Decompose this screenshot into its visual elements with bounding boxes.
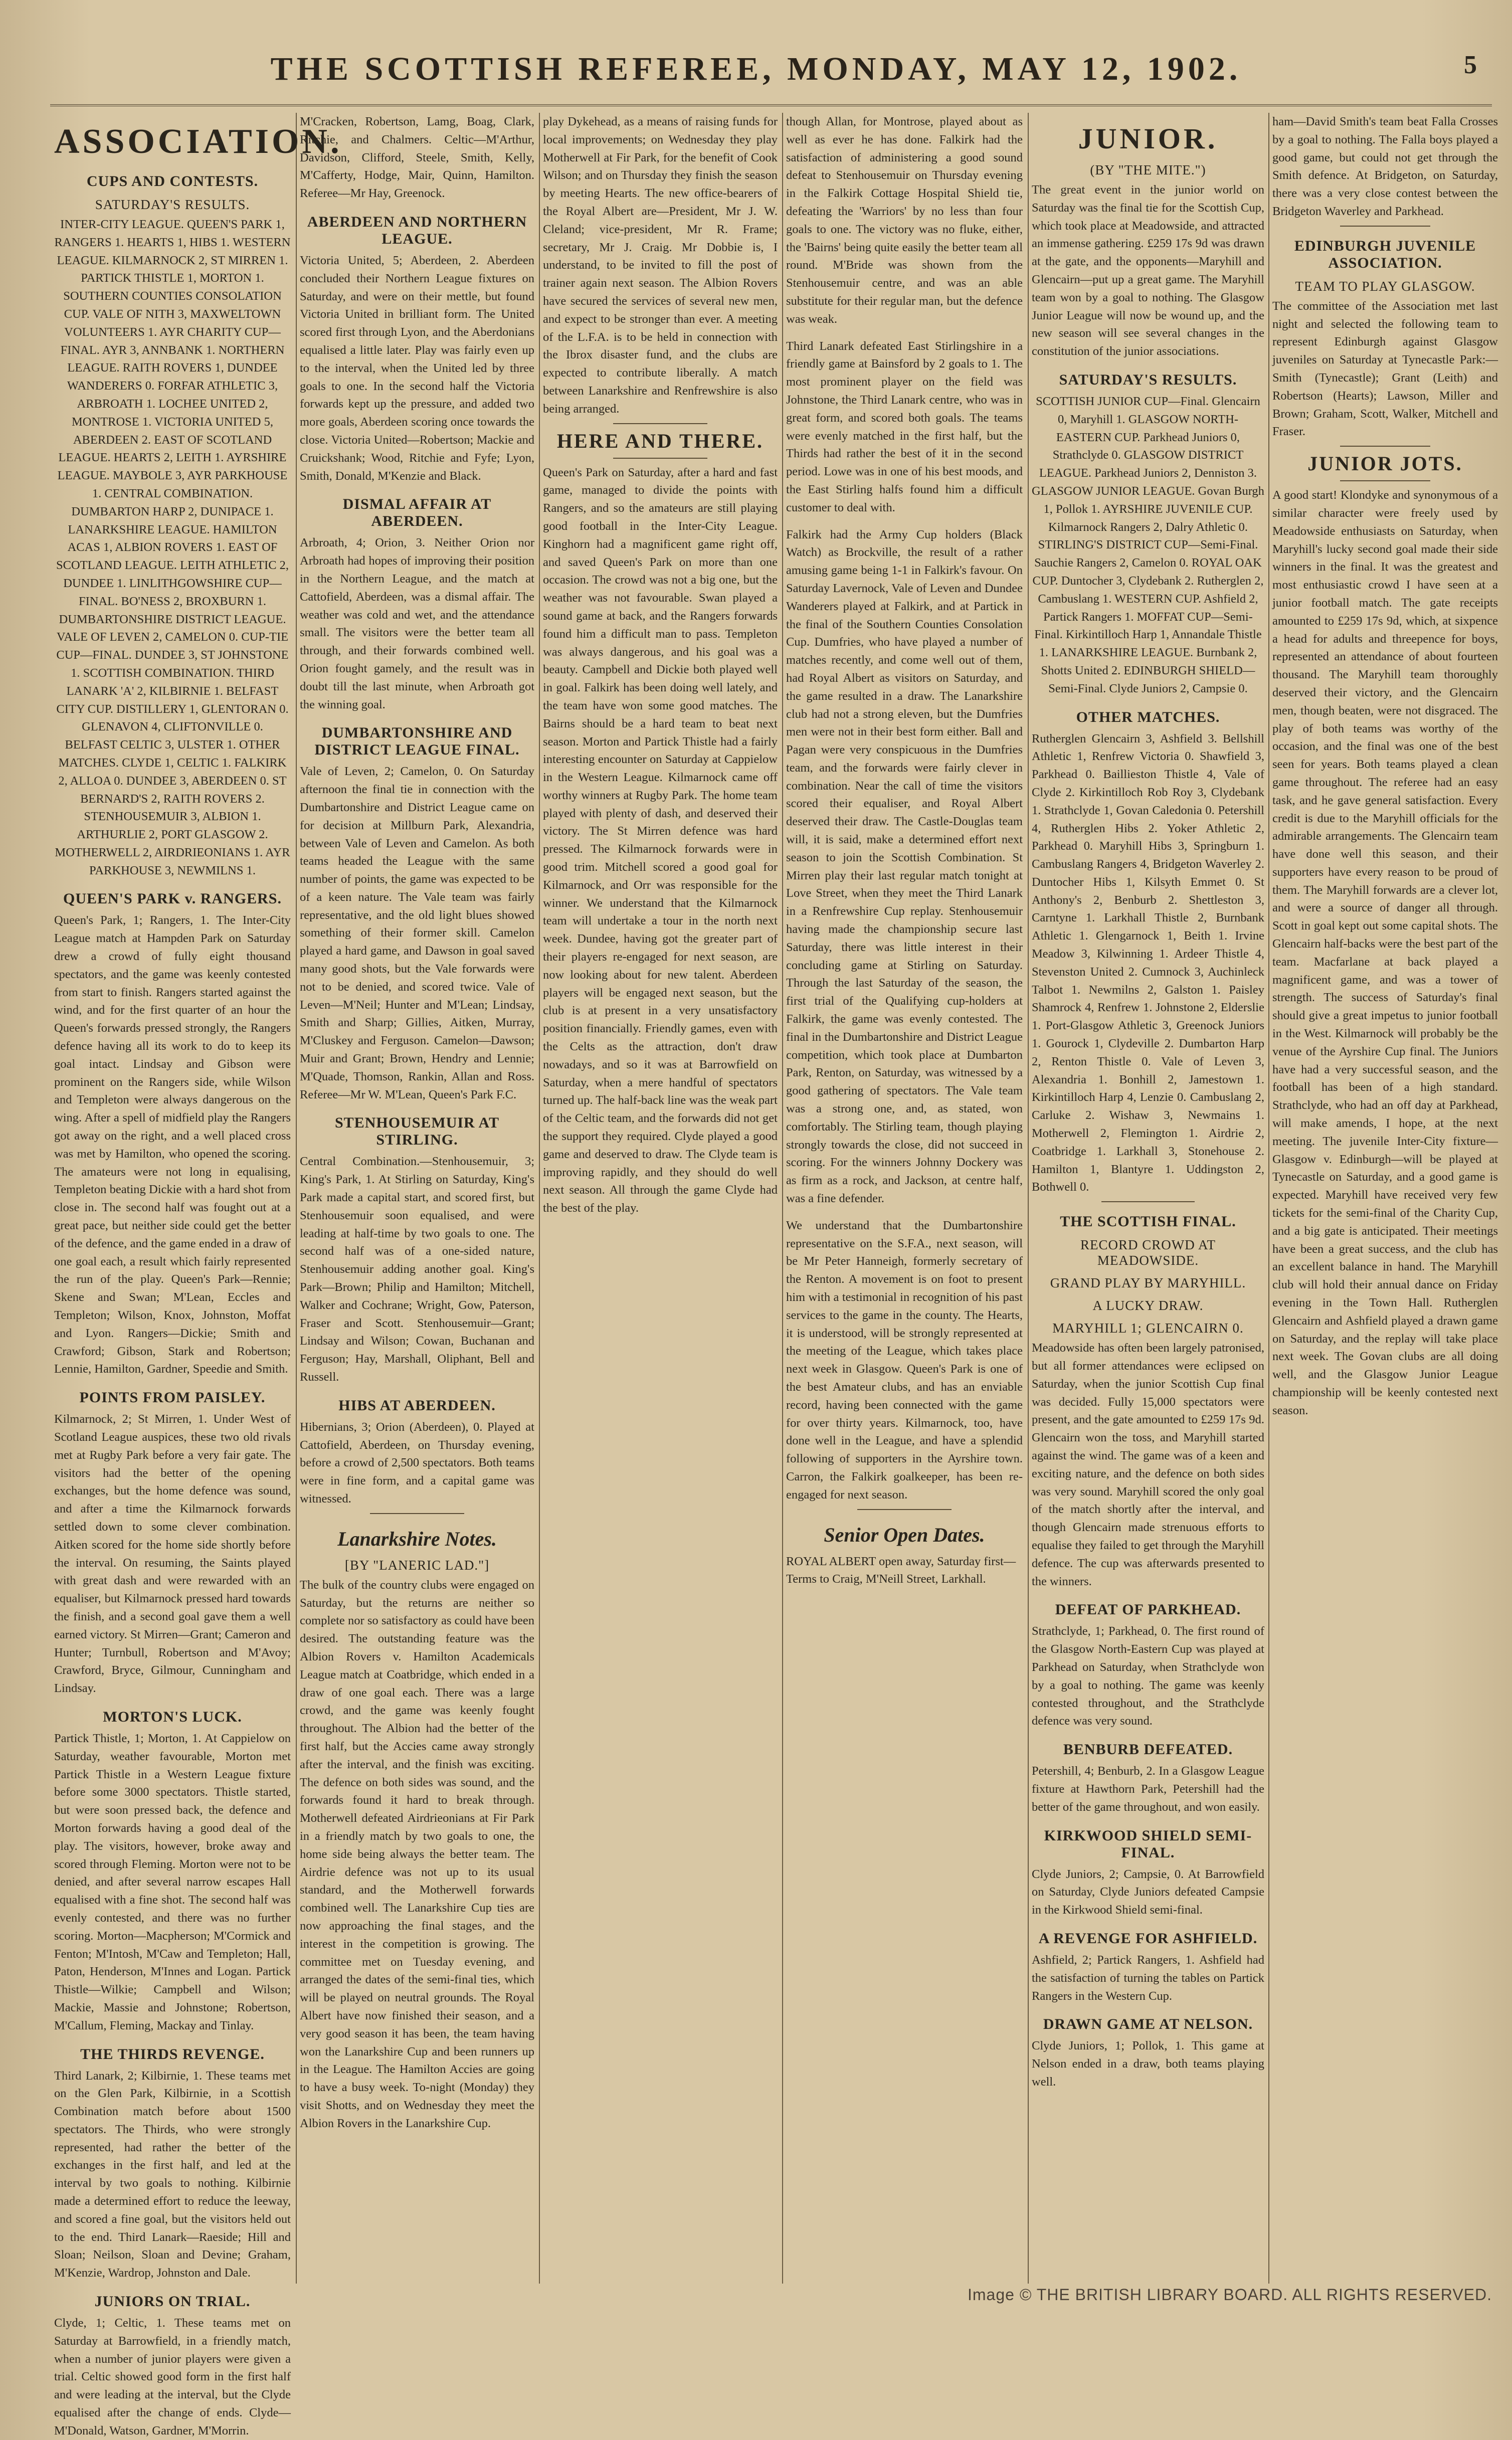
heading-stenhousemuir: STENHOUSEMUIR AT STIRLING. — [334, 1114, 499, 1149]
subheading-grand-play: GRAND PLAY BY MARYHILL. — [1050, 1275, 1246, 1291]
page-number: 5 — [1464, 51, 1477, 79]
subheading-team-glasgow: TEAM TO PLAY GLASGOW. — [1295, 278, 1475, 294]
article-nelson: Clyde Juniors, 1; Pollok, 1. This game at Nelson ended in a draw, both teams playing well. — [1032, 2039, 1264, 2089]
final-score: MARYHILL 1; GLENCAIRN 0. — [1052, 1321, 1244, 1336]
subheading-lucky-draw: A LUCKY DRAW. — [1092, 1298, 1204, 1313]
article-benburb: Petershill, 4; Benburb, 2. In a Glasgow League fixture at Hawthorn Park, Petershill had the better of the game throughout, and won easily. — [1032, 1764, 1264, 1814]
section-rule — [1340, 446, 1430, 447]
byline-lanarkshire: [BY "LANERIC LAD."] — [344, 1557, 490, 1573]
article-continued: though Allan, for Montrose, played about as well as ever he has done. Falkirk had the satisfaction of administering a good sound defeat to Stenhousemuir on Thursday evening in the Falkirk Cottage Hospital Shield tie, defeating the 'Warriors' by no less than four goals to one. The victory was no fluke, either, the 'Bairns' being quite easily the better team all round. M'Bride was shown from the Stenhousemuir centre, and was an able substitute for their regular man, but the defence was weak. — [786, 115, 1023, 326]
article-morton: Partick Thistle, 1; Morton, 1. At Cappielow on Saturday, weather favourable, Morton met Partick Thistle in a Western League fixture before some 3000 spectators. Thistle started, but were soon pressed back, the defence and Morton forwards having a good deal of the play. The visitors, however, broke away and scored through Fleming. Morton were not to be denied, and after several narrow escapes Hall equalised with a fine shot. The second half was evenly contested, and there was no further scoring. Morton—Macpherson; M'Cormick and Fenton; M'Intosh, M'Caw and Templeton; Hall, Paton, Henderson, M'Innes and Logan. Partick Thistle—Wilkie; Campbell and Wilson; Mackie, Massie and Johnstone; Robertson, M'Callum, Fleming, Mackay and Tinlay. — [54, 1731, 291, 2032]
heading-morton: MORTON'S LUCK. — [103, 1708, 242, 1725]
column-5 — [1032, 113, 1264, 2279]
article-paragraph: Falkirk had the Army Cup holders (Black Watch) as Brockville, the result of a rather amusing game being 1-1 in Falkirk's favour. On Saturday Lavernock, Vale of Leven and Dundee Wanderers played at Falkirk, and at Partick in the final of the Southern Counties Consolation Cup. Dumfries, who have played a number of matches recently, and come well out of them, had Royal Albert as visitors on Saturday, and the game resulted in a draw. The Lanarkshire club had not a strong eleven, but the Dumfries men were not in their best form either. Ball and Pagan were very conspicuous in the Dumfries team, and the forwards were fairly clever in combination. Near the call of time the visitors scored their equaliser, and Royal Albert deserved their draw. The Castle-Douglas team will, it is said, make a determined effort next season to join the Scottish Combination. St Mirren play their last regular match tonight at Love Street, when they meet the Third Lanark in a Renfrewshire Cup replay. Stenhousemuir having made the championship secure last Saturday, there was little interest in their concluding game at Stirling on Saturday. Through the last Saturday of the season, the first trial of the Qualifying cup-holders at Falkirk, the game was evenly contested. The final in the Dumbartonshire and District League competition, which took place at Dumbarton Park, Renton, on Saturday, was witnessed by a good gathering of spectators. The Vale team was a strong one, and, as stated, won comfortably. The Stirling team, though playing strongly towards the close, did not succeed in scoring. For the winners Johnny Dockery was as firm as a rock, and Jackson, at centre half, was a fine defender. — [786, 527, 1023, 1206]
article-defeat-parkhead: Strathclyde, 1; Parkhead, 0. The first round of the Glasgow North-Eastern Cup was played at Parkhead on Saturday, when Strathclyde won by a goal to nothing. The game was keenly contested throughout, and the Strathclyde defence was very sound. — [1032, 1624, 1264, 1728]
section-rule — [613, 423, 707, 424]
article-thirds: Third Lanark, 2; Kilbirnie, 1. These teams met on the Glen Park, Kilbirnie, in a Scottish Combination match before about 1500 spectators. The Thirds, who were strongly represented, had rather the better of the exchanges in the first half, and led at the interval by two goals to nothing. Kilbirnie made a determined effort to reduce the leeway, and scored a fine goal, but the visitors held out to the end. Third Lanark—Raeside; Hill and Sloan; Neilson, Sloan and Devine; Graham, M'Kenzie, Wardrop, Johnston and Dale. — [54, 2069, 291, 2280]
header-rule — [50, 104, 1492, 106]
heading-revenge-ashfield: A REVENGE FOR ASHFIELD. — [1038, 1930, 1258, 1947]
column-6 — [1272, 113, 1498, 2279]
heading-junior-jots: JUNIOR JOTS. — [1307, 452, 1463, 475]
heading-lanarkshire-notes: Lanarkshire Notes. — [337, 1527, 497, 1550]
section-title-association: ASSOCIATION. — [54, 122, 342, 161]
heading-edinburgh-juvenile: EDINBURGH JUVENILE ASSOCIATION. — [1294, 237, 1476, 271]
article-paragraph: Third Lanark defeated East Stirlingshire in a friendly game at Bainsford by 2 goals to 1. The most prominent player on the field was Johnstone, the Third Lanark centre, who was in great form, and scored both goals. The teams were evenly matched in the first half, but the Thirds had rather the best of it in the second period. Lowe was in one of his best moods, and the East Stirling halfs found him a difficult customer to deal with. — [786, 339, 1023, 514]
article-dumbartonshire: Vale of Leven, 2; Camelon, 0. On Saturday afternoon the final tie in connection with the Dumbartonshire and District League came on for decision at Millburn Park, Alexandria, between Vale of Leven and Camelon. As both teams headed the League with the same number of points, the game was expected to be of a keen nature. The Vale team was fairly representative, and the old light blues showed something of their former skill. Camelon played a hard game, and Dawson in goal saved many good shots, but the Vale forwards were not to be denied, and scored twice. Vale of Leven—M'Neil; Hunter and M'Lean; Lindsay, Smith and Sharp; Gillies, Aitken, Murray, M'Cluskey and Ferguson. Camelon—Dawson; Muir and Grant; Brown, Hendry and Lennie; M'Quade, Thomson, Rankin, Allan and Ross. Referee—Mr W. M'Lean, Queen's Park F.C. — [300, 765, 534, 1101]
other-matches-list: Rutherglen Glencairn 3, Ashfield 3. Bellshill Athletic 1, Renfrew Victoria 0. Shawfield 3, Parkhead 0. Baillieston Thistle 4, Vale of Clyde 2. Kirkintilloch Rob Roy 3, Clydebank 1. Strathclyde 1, Govan Caledonia 0. Petershill 4, Rutherglen Hibs 2. Yoker Athletic 2, Parkhead 0. Maryhill Hibs 3, Springburn 1. Cambuslang Rangers 4, Bridgeton Waverley 2. Duntocher Hibs 1, Kilsyth Emmet 0. St Anthony's 2, Benburb 2. Shettleston 3, Carntyne 1. Larkhall Thistle 2, Burnbank Athletic 1. Glengarnock 1, Beith 1. Irvine Meadow 3, Kilwinning 1. Ardeer Thistle 4, Stevenston United 2. Cumnock 3, Auchinleck Talbot 1. Newmilns 2, Galston 1. Paisley Shamrock 4, Renfrew 1. Johnstone 2, Elderslie 1. Port-Glasgow Athletic 3, Greenock Juniors 1. Gourock 1, Clydeville 2. Dumbarton Harp 2, Renton Thistle 0. Vale of Leven 3, Alexandria 1. Bonhill 2, Jamestown 1. Kirkintilloch Harp 4, Lenzie 0. Cambuslang 2, Carluke 2. Wishaw 3, Newmains 1. Motherwell 2, Flemington 1. Airdrie 2, Coatbridge 1. Larkhall 3, Stonehouse 2. Hamilton 1, Blantyre 1. Uddingston 2, Bothwell 0. — [1032, 731, 1264, 1194]
article-dismal-affair: Arbroath, 4; Orion, 3. Neither Orion nor Arbroath had hopes of improving their position in the Northern League, and the match at Cattofield, Aberdeen, was a dismal affair. The weather was cold and wet, and the attendance small. The visitors were the better team all through, and their forwards combined well. Orion fought gamely, and the result was in doubt till the last minute, when Arbroath got the winning goal. — [300, 536, 534, 711]
article-lanarkshire: The bulk of the country clubs were engaged on Saturday, but the returns are neither so complete nor so satisfactory as could have been desired. The outstanding feature was the Albion Rovers v. Hamilton Academicals League match at Coatbridge, which ended in a draw of one goal each. There was a large crowd, and the game was keenly fought throughout. The Albion had the better of the first half, but the Accies came away strongly after the interval, and the finish was exciting. The defence on both sides was sound, and the forwards found it hard to break through. Motherwell defeated Airdrieonians at Fir Park in a friendly match by two goals to one, the home side being always the better team. The Airdrie defence was not up to its usual standard, and the Motherwell forwards combined well. The Lanarkshire Cup ties are now approaching the final stages, and the interest in the competition is growing. The committee met on Tuesday evening, and arranged the dates of the semi-final ties, which will be played on neutral grounds. The Royal Albert have now finished their season, and a very good season it has been, the team having won the Lanarkshire Cup and been runners up in the League. The Hamilton Accies are going to have a busy week. To-night (Monday) they visit Shotts, and on Wednesday they meet the Albion Rovers in the Lanarkshire Cup. — [300, 1578, 534, 2130]
heading-paisley: POINTS FROM PAISLEY. — [79, 1389, 266, 1406]
section-rule — [613, 458, 707, 459]
heading-benburb: BENBURB DEFEATED. — [1063, 1741, 1233, 1758]
heading-thirds: THE THIRDS REVENGE. — [80, 2045, 265, 2062]
heading-other-matches: OTHER MATCHES. — [1076, 708, 1220, 725]
section-rule — [857, 1509, 952, 1510]
heading-here-and-there: HERE AND THERE. — [556, 429, 764, 452]
copyright-footer: Image © THE BRITISH LIBRARY BOARD. ALL RIGHTS RESERVED. — [968, 2286, 1492, 2304]
section-rule — [1340, 226, 1430, 227]
section-rule — [1340, 480, 1430, 481]
section-title-junior: JUNIOR. — [1078, 122, 1218, 155]
subheading-record-crowd: RECORD CROWD AT MEADOWSIDE. — [1080, 1237, 1216, 1268]
heading-scottish-final: THE SCOTTISH FINAL. — [1060, 1213, 1236, 1230]
advert-royal-albert: ROYAL ALBERT open away, Saturday first—Terms to Craig, M'Neill Street, Larkhall. — [786, 1554, 1016, 1586]
column-1 — [54, 113, 342, 2437]
heading-aberdeen-northern: ABERDEEN AND NORTHERN LEAGUE. — [307, 213, 527, 247]
article-paragraph: We understand that the Dumbartonshire representative on the S.F.A., next season, will be Mr Peter Hanneigh, formerly secretary of the Renton. A movement is on foot to present him with a testimonial in recognition of his past services to the game in the county. The Hearts, it is understood, will be strongly represented at the meeting of the League, which takes place next week in Glasgow. Queen's Park is one of the best Amateur clubs, and has an enviable record, having been connected with the game for over thirty years. Kilmarnock, too, have done well in the League, and have a splendid following of supporters in the Ayrshire town. Carron, the Falkirk goalkeeper, has been re-engaged for next season. — [786, 1218, 1023, 1501]
heading-qp-rangers: QUEEN'S PARK v. RANGERS. — [63, 890, 282, 907]
column-separator — [1268, 113, 1269, 2284]
article-stenhousemuir: Central Combination.—Stenhousemuir, 3; King's Park, 1. At Stirling on Saturday, King's Park made a capital start, and scored first, but Stenhousemuir soon equalised, and were leading at half-time by two goals to one. The second half was of a one-sided nature, Stenhousemuir adding another goal. King's Park—Brown; Philip and Hamilton; Mitchell, Walker and Cochrane; Wright, Gow, Paterson, Fraser and Scott. Stenhousemuir—Grant; Lindsay and Wilson; Cowan, Buchanan and Ferguson; Hay, Marshall, Oliphant, Bell and Russell. — [300, 1155, 534, 1384]
article-continued: M'Cracken, Robertson, Lamg, Boag, Clark, Ritchie, and Chalmers. Celtic—M'Arthur, Davidson, Clifford, Steele, Smith, Kelly, M'Cafferty, Hodge, Mair, Quinn, Hamilton. Referee—Mr Hay, Greenock. — [300, 115, 534, 201]
column-separator — [539, 113, 540, 2284]
heading-senior-open-dates: Senior Open Dates. — [824, 1523, 985, 1546]
heading-hibs: HIBS AT ABERDEEN. — [338, 1397, 496, 1414]
section-rule — [370, 1513, 464, 1514]
heading-kirkwood: KIRKWOOD SHIELD SEMI-FINAL. — [1044, 1827, 1252, 1861]
article-hibs: Hibernians, 3; Orion (Aberdeen), 0. Played at Cattofield, Aberdeen, on Thursday evening, before a crowd of 2,500 spectators. Both teams were in fine form, and a capital game was witnessed. — [300, 1420, 534, 1506]
heading-juniors-trial: JUNIORS ON TRIAL. — [94, 2293, 251, 2310]
heading-dumbartonshire: DUMBARTONSHIRE AND DISTRICT LEAGUE FINAL. — [314, 724, 520, 759]
column-4 — [786, 113, 1023, 2279]
heading-defeat-parkhead: DEFEAT OF PARKHEAD. — [1055, 1601, 1241, 1618]
heading-nelson: DRAWN GAME AT NELSON. — [1043, 2016, 1253, 2033]
results-list: INTER-CITY LEAGUE. QUEEN'S PARK 1, RANGERS 1. HEARTS 1, HIBS 1. WESTERN LEAGUE. KILMARNOCK 2, ST MIRREN 1. PARTICK THISTLE 1, MORTON 1. SOUTHERN COUNTIES CONSOLATION CUP. VALE OF NITH 3, MAXWELTOWN VOLUNTEERS 1. AYR CHARITY CUP—FINAL. AYR 3, ANNBANK 1. NORTHERN LEAGUE. RAITH ROVERS 1, DUNDEE WANDERERS 0. FORFAR ATHLETIC 3, ARBROATH 1. LOCHEE UNITED 2, MONTROSE 1. VICTORIA UNITED 5, ABERDEEN 2. EAST OF SCOTLAND LEAGUE. HEARTS 2, LEITH 1. AYRSHIRE LEAGUE. MAYBOLE 3, AYR PARKHOUSE 1. CENTRAL COMBINATION. DUMBARTON HARP 2, DUNIPACE 1. LANARKSHIRE LEAGUE. HAMILTON ACAS 1, ALBION ROVERS 1. EAST OF SCOTLAND LEAGUE. LEITH ATHLETIC 2, DUNDEE 1. LINLITHGOWSHIRE CUP—FINAL. BO'NESS 2, BROXBURN 1. DUMBARTONSHIRE DISTRICT LEAGUE. VALE OF LEVEN 2, CAMELON 0. CUP-TIE CUP—FINAL. DUNDEE 3, ST JOHNSTONE 1. SCOTTISH COMBINATION. THIRD LANARK 'A' 2, KILBIRNIE 1. BELFAST CITY CUP. DISTILLERY 1, GLENTORAN 0. GLENAVON 4, CLIFTONVILLE 0. BELFAST CELTIC 3, ULSTER 1. OTHER MATCHES. CLYDE 1, CELTIC 1. FALKIRK 2, ALLOA 0. DUNDEE 3, ABERDEEN 0. ST BERNARD'S 2, RAITH ROVERS 2. STENHOUSEMUIR 3, ALBION 1. ARTHURLIE 2, PORT GLASGOW 2. MOTHERWELL 2, AIRDRIEONIANS 1. AYR PARKHOUSE 3, NEWMILNS 1. — [54, 218, 291, 877]
article-continued: ham—David Smith's team beat Falla Crosses by a goal to nothing. The Falla boys played a good game, but could not get through the Smith defence. At Bridgeton, on Saturday, there was a very close contest between the Bridgeton Waverley and Parkhead. — [1272, 115, 1498, 218]
article-here-and-there: Queen's Park on Saturday, after a hard and fast game, managed to divide the points with Rangers, and so the amateurs are still playing good football in the Inter-City League. Kinghorn had a magnificent game right off, and saved Queen's Park on more than one occasion. The crowd was not a big one, but the weather was not favourable. Swan played a sound game at back, and the Rangers forwards found him a difficult man to pass. Templeton was always dangerous, and his goal was a beauty. Campbell and Dickie both played well in goal. Falkirk has been doing well lately, and the team have won some good matches. The Bairns should be a hard team to beat next season. Morton and Partick Thistle had a fairly interesting encounter on Saturday at Cappielow in the Western League. Kilmarnock came off worthy winners at Rugby Park. The home team played with plenty of dash, and deserved their victory. The St Mirren defence was hard pressed. The Kilmarnock forwards were in good trim. Mitchell scored a good goal for Kilmarnock, and Orr was responsible for the winner. We understand that the Kilmarnock team will undertake a tour in the north next week. Dundee, having got the greater part of their players re-engaged for next season, are now looking about for new talent. Aberdeen players will be engaged next season, but the club is at present in a very unsatisfactory position financially. Friendly games, even with the Celts as the attraction, don't draw nowadays, and so it was at Barrowfield on Saturday, when a mere handful of spectators turned up. The half-back line was the weak part of the Celtic team, and the forwards did not get the support they required. Clyde played a good game and deserved to draw. The Clyde team is improving rapidly, and they should do well next season. All through the game Clyde had the best of the play. — [543, 465, 778, 1215]
heading-saturday-results: SATURDAY'S RESULTS. — [1059, 371, 1237, 388]
subheading-results: SATURDAY'S RESULTS. — [95, 197, 250, 212]
column-3 — [543, 113, 778, 2279]
article-scottish-final: Meadowside has often been largely patronised, but all former attendances were eclipsed on Saturday, when the junior Scottish Cup final was decided. Fully 15,000 spectators were present, and the gate amounted to £259 17s 9d. Glencairn won the toss, and Maryhill started against the wind. The game was of a keen and exciting nature, and the defence on both sides was very sound. Maryhill scored the only goal of the match shortly after the interval, and though Glencairn made strenuous efforts to equalise they failed to get through the Maryhill defence. The cup was afterwards presented to the winners. — [1032, 1341, 1264, 1588]
column-separator — [1028, 113, 1029, 2284]
heading-dismal-affair: DISMAL AFFAIR AT ABERDEEN. — [342, 496, 492, 530]
article-paisley: Kilmarnock, 2; St Mirren, 1. Under West of Scotland League auspices, these two old rivals met at Rugby Park before a very fair gate. The visitors had the better of the opening exchanges, but the home defence was sound, and after a time the Kilmarnock forwards settled down to some clever combination. Aitken scored for the home side shortly before the interval. On resuming, the Saints played with great dash and were rewarded with an equaliser, but Kilmarnock pressed hard towards the finish, and a second goal gave them a well earned victory. St Mirren—Grant; Cameron and Hunter; Turnbull, Robertson and M'Avoy; Crawford, Bryce, Gilmour, Cunningham and Lindsay. — [54, 1412, 291, 1696]
article-revenge-ashfield: Ashfield, 2; Partick Rangers, 1. Ashfield had the satisfaction of turning the tables on Partick Rangers in the Western Cup. — [1032, 1953, 1264, 2003]
heading-cups-contests: CUPS AND CONTESTS. — [86, 173, 259, 190]
article-qp-rangers: Queen's Park, 1; Rangers, 1. The Inter-City League match at Hampden Park on Saturday drew a crowd of fully eight thousand spectators, and the game was keenly contested from start to finish. Rangers started against the wind, and for the first quarter of an hour the Queen's forwards pressed strongly, the Rangers defence having all its work to do to keep its goal intact. Lindsay and Gibson were prominent on the Rangers side, while Wilson and Templeton were always dangerous on the wing. After a spell of midfield play the Rangers got away on the right, and a well placed cross was met by Hamilton, who opened the scoring. The amateurs were not long in equalising, Templeton beating Dickie with a hard shot from close in. The second half was fought out at a great pace, but neither side could get the better of the defence, and the game ended in a draw of one goal each, a result which fairly represented the run of the play. Queen's Park—Rennie; Skene and Swan; M'Lean, Eccles and Templeton; Wilson, Knox, Johnston, Moffat and Lyon. Rangers—Dickie; Smith and Crawford; Gibson, Stark and Robertson; Lennie, Hamilton, Gardner, Speedie and Smith. — [54, 913, 291, 1376]
byline-the-mite: (BY "THE MITE.") — [1090, 162, 1206, 177]
article-junior-intro: The great event in the junior world on Saturday was the final tie for the Scottish Cup, which took place at Meadowside, and attracted an immense gathering. £259 17s 9d was drawn at the gate, and the opponents—Maryhill and Glencairn—put up a great game. The Maryhill team won by a goal to nothing. The Glasgow Junior League will now be wound up, and the new season will see several changes in the constitution of the junior associations. — [1032, 183, 1264, 358]
newspaper-title: THE SCOTTISH REFEREE, MONDAY, MAY 12, 1902. — [270, 51, 1242, 87]
column-separator — [782, 113, 783, 2284]
article-kirkwood: Clyde Juniors, 2; Campsie, 0. At Barrowfield on Saturday, Clyde Juniors defeated Campsie in the Kirkwood Shield semi-final. — [1032, 1867, 1264, 1917]
article-edinburgh-juvenile: The committee of the Association met last night and selected the following team to represent Edinburgh against Glasgow juveniles on Saturday at Tynecastle Park:—Smith (Tynecastle); Grant (Leith) and Robertson (Hearts); Lawson, Miller and Brown; Graham, Scott, Walker, Mitchell and Fraser. — [1272, 299, 1498, 439]
article-aberdeen-northern: Victoria United, 5; Aberdeen, 2. Aberdeen concluded their Northern League fixtures on Saturday, and were on their mettle, but found Victoria United in brilliant form. The United scored first through Lyon, and the Aberdonians equalised a little later. Play was fairly even up to the interval, when the United led by three goals to one. In the second half the Victoria forwards kept up the pressure, and added two more goals, Aberdeen scoring once towards the close. Victoria United—Robertson; Mackie and Cruickshank; Wood, Ritchie and Fyfe; Lyon, Smith, Donald, M'Kenzie and Black. — [300, 253, 534, 483]
junior-results-list: SCOTTISH JUNIOR CUP—Final. Glencairn 0, Maryhill 1. GLASGOW NORTH-EASTERN CUP. Parkhead Juniors 0, Strathclyde 0. GLASGOW DISTRICT LEAGUE. Parkhead Juniors 2, Denniston 3. GLASGOW JUNIOR LEAGUE. Govan Burgh 1, Pollok 1. AYRSHIRE JUVENILE CUP. Kilmarnock Rangers 2, Dalry Athletic 0. STIRLING'S DISTRICT CUP—Semi-Final. Sauchie Rangers 2, Camelon 0. ROYAL OAK CUP. Duntocher 3, Clydebank 2. Rutherglen 2, Cambuslang 1. WESTERN CUP. Ashfield 2, Partick Rangers 1. MOFFAT CUP—Semi-Final. Kirkintilloch Harp 1, Annandale Thistle 1. LANARKSHIRE LEAGUE. Burnbank 2, Shotts United 2. EDINBURGH SHIELD—Semi-Final. Clyde Juniors 2, Campsie 0. — [1032, 394, 1264, 695]
article-junior-jots: A good start! Klondyke and synonymous of a similar character were freely used by Meadowside enthusiasts on Saturday, when Maryhill's lucky second goal made their side winners in the final. It was the greatest and most enthusiastic crowd I have seen at a junior football match. The gate receipts amounted to £259 17s 9d, which, at sixpence a head for adults and threepence for boys, represented an attendance of about fourteen thousand. The Maryhill team thoroughly deserved their victory, and the Glencairn men, though beaten, were not disgraced. The play of both teams was worthy of the occasion, and the final was one of the best seen for years. Both teams played a clean game throughout. The referee had an easy task, and he gave general satisfaction. Every credit is due to the Maryhill officials for the admirable arrangements. The Glencairn team have done well this season, and their supporters have every reason to be proud of them. The Maryhill forwards are a clever lot, and were a source of danger all through. Scott in goal kept out some capital shots. The Glencairn half-backs were the best part of the team. Macfarlane at back played a magnificent game, and was a tower of strength. The success of Saturday's final should give a great impetus to junior football in the West. Kilmarnock will probably be the venue of the Ayrshire Cup final. The Juniors have had a very successful season, and the football has been of a high standard. Strathclyde, who had an off day at Parkhead, will make amends, I hope, at the next meeting. The juvenile Inter-City fixture—Glasgow v. Edinburgh—will be played at Tynecastle on Saturday, and a good game is expected. Maryhill have received very few tickets for the semi-final of the Charity Cup, and a big gate is anticipated. Their meetings have been a great success, and the club has an excellent balance in hand. The Maryhill club will hold their annual dance on Friday evening in the Town Hall. Rutherglen Glencairn and Ashfield played a drawn game on Saturday, and the replay will take place next week. The Govan clubs are all doing well, and the Glasgow Junior League championship will be keenly contested next season. — [1272, 488, 1498, 1417]
masthead — [0, 50, 1512, 100]
article-juniors-trial: Clyde, 1; Celtic, 1. These teams met on Saturday at Barrowfield, in a friendly match, when a number of junior players were given a trial. Celtic showed good form in the first half and were leading at the interval, but the Clyde equalised after the change of ends. Clyde—M'Donald, Watson, Gardner, M'Morrin. — [54, 2316, 291, 2437]
article-continued: play Dykehead, as a means of raising funds for local improvements; on Wednesday they play Motherwell at Fir Park, for the benefit of Cook Wilson; and on Thursday they finish the season by meeting Hearts. The new office-bearers of the Royal Albert are—President, Mr J. W. Cleland; vice-president, Mr R. Frame; secretary, Mr J. Craig. Mr Dobbie is, I understand, to be invited to fill the post of trainer again next season. The Albion Rovers have secured the services of several new men, and expect to be stronger than ever. A meeting of the L.F.A. is to be held in connection with the Ibrox disaster fund, and the clubs are expected to contribute liberally. A match between Lanarkshire and Renfrewshire is also being arranged. — [543, 115, 778, 416]
column-2 — [300, 113, 534, 2279]
section-rule — [1101, 1201, 1195, 1202]
column-separator — [296, 113, 297, 2284]
